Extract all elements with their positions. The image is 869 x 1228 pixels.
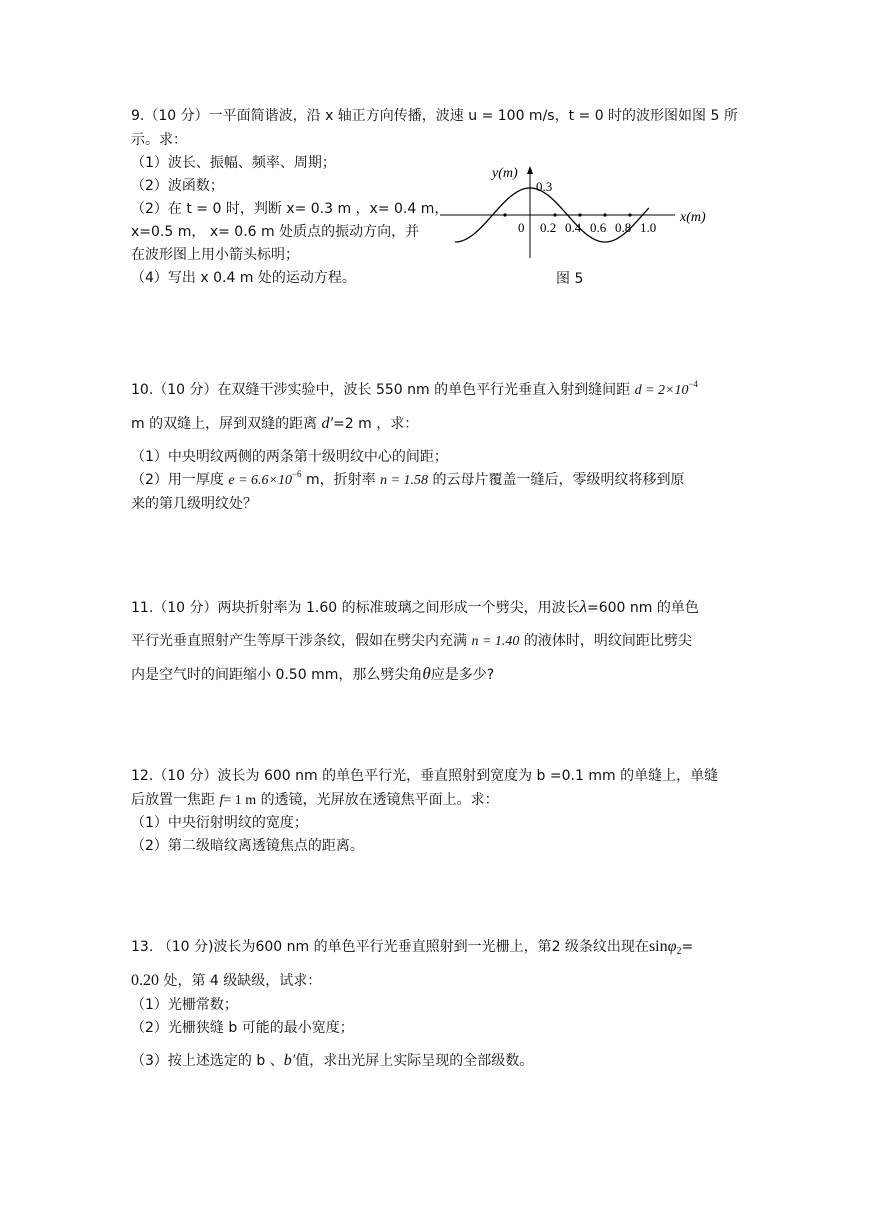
q9-item-1: （1）波长、振幅、频率、周期； [131,155,336,171]
q10-e-expr: e = 6.6×10 [228,473,292,488]
q11-theta: θ [422,664,431,683]
q10-item-2 [131,470,685,491]
q11-line-1-text: 11.（10 分）两块折射率为 1.60 的标准玻璃之间形成一个劈尖，用波长 [131,600,580,616]
q11-line-3-post: 应是多少? [430,667,495,683]
q10-item-2-post: 的云母片覆盖一缝后，零级明纹将移到原 [428,472,685,488]
tick-label: 0.2 [540,220,557,235]
q9-item-3c: 在波形图上用小箭头标明； [131,247,299,263]
tick-label: 0.6 [590,220,607,235]
q10-line-2 [131,414,418,434]
q10-d-exp: −4 [688,379,699,389]
y-axis-arrow [527,166,533,174]
q11-line-1-post: =600 nm 的单色 [586,600,699,616]
q9-line-2: 示。求： [131,132,187,148]
q10-item-2-line-2: 来的第几级明纹处？ [131,496,257,512]
x-axis-label: x(m) [680,210,706,225]
q11-n-expr: n = 1.40 [471,634,520,649]
origin-label: 0 [518,220,525,235]
q11-line-2-text: 平行光垂直照射产生等厚干涉条纹，假如在劈尖内充满 [131,633,472,649]
q13-item-3-text: （3）按上述选定的 b 、 [131,1053,284,1069]
q13-line-1 [131,937,693,957]
q13-item-2: （2）光栅狭缝 b 可能的最小宽度； [131,1020,354,1036]
tick-dot [578,213,581,216]
q9-item-4: （4）写出 x 0.4 m 处的运动方程。 [131,270,356,286]
q12-f-expr: f [219,793,224,808]
tick-dot [628,213,631,216]
q10-n-expr: n = 1.58 [380,473,429,488]
tick-labels [540,220,656,235]
amplitude-label: 0.3 [536,179,553,194]
q10-line-2-post: =2 m ，求： [333,416,419,432]
q12-item-2: （2）第二级暗纹离透镜焦点的距离。 [131,838,364,854]
tick-label: 1.0 [640,220,657,235]
q10-e-exp: −6 [291,469,302,479]
q13-item-3 [131,1051,533,1071]
q10-line-1-text: 10.（10 分）在双缝干涉实验中，波长 550 nm 的单色平行光垂直入射到缝间距 [131,382,635,398]
q13-line-2 [131,971,321,991]
q13-b-prime: b′ [283,1052,296,1069]
q13-item-1: （1）光栅常数； [131,997,238,1013]
q9-item-3a: （2）在 t = 0 时，判断 x= 0.3 m ，x= 0.4 m， [131,201,449,217]
q10-item-2-text: （2）用一厚度 [131,472,229,488]
q12-f-val: = 1 m [223,793,257,808]
q13-line-2-post: 处，第 4 级缺级，试求： [159,973,322,989]
q10-line-1 [131,380,698,401]
q10-d-expr: d = 2×10 [634,383,689,398]
q10-item-2-mid: m，折射率 [301,472,381,488]
tick-label: 0.4 [565,220,582,235]
q10-line-2-text: m 的双缝上，屏到双缝的距离 [131,416,322,432]
q11-line-1 [131,597,699,618]
q11-lambda: λ [579,597,587,616]
q11-line-2-post: 的液体时，明纹间距比劈尖 [519,633,692,649]
q13-phi-sub: 2 [676,946,682,957]
y-axis-label: y(m) [492,166,518,181]
q11-line-3-text: 内是空气时的间距缩小 0.50 mm，那么劈尖角 [131,667,423,683]
tick-label: 0.8 [615,220,632,235]
q12-line-2 [131,790,499,811]
q13-sin: sin [648,938,668,955]
q10-item-1: （1）中央明纹两侧的两条第十级明纹中心的间距； [131,449,448,465]
q12-line-2-text: 后放置一焦距 [131,792,220,808]
q13-phi: φ [667,938,677,955]
figure-caption: 图 5 [556,271,584,287]
q13-item-3-post: 值，求出光屏上实际呈现的全部级数。 [295,1053,534,1069]
q13-line-1-text: 13. （10 分)波长为600 nm 的单色平行光垂直照射到一光栅上，第2 级条纹出现在 [131,939,649,955]
q9-item-2: （2）波函数； [131,178,224,194]
q9-item-3b: x=0.5 m， x= 0.6 m 处质点的振动方向，并 [131,224,420,240]
q9-line-1: 9.（10 分）一平面简谐波，沿 x 轴正方向传播，波速 u = 100 m/s，t = 0 时的波形图如图 5 所 [131,108,738,124]
q10-d-prime: d′ [321,415,334,432]
q11-line-2 [131,631,692,652]
q12-line-1: 12.（10 分）波长为 600 nm 的单色平行光，垂直照射到宽度为 b =0.1 mm 的单缝上，单缝 [131,768,719,784]
q13-value: 0.20 [131,972,159,989]
q12-item-1: （1）中央衍射明纹的宽度； [131,815,308,831]
tick-dot [503,213,506,216]
q12-line-2-post: 的透镜，光屏放在透镜焦平面上。求： [256,792,499,808]
tick-dot [603,213,606,216]
q11-line-3 [131,664,494,685]
tick-dot [553,213,556,216]
q13-eq: = [681,939,694,955]
